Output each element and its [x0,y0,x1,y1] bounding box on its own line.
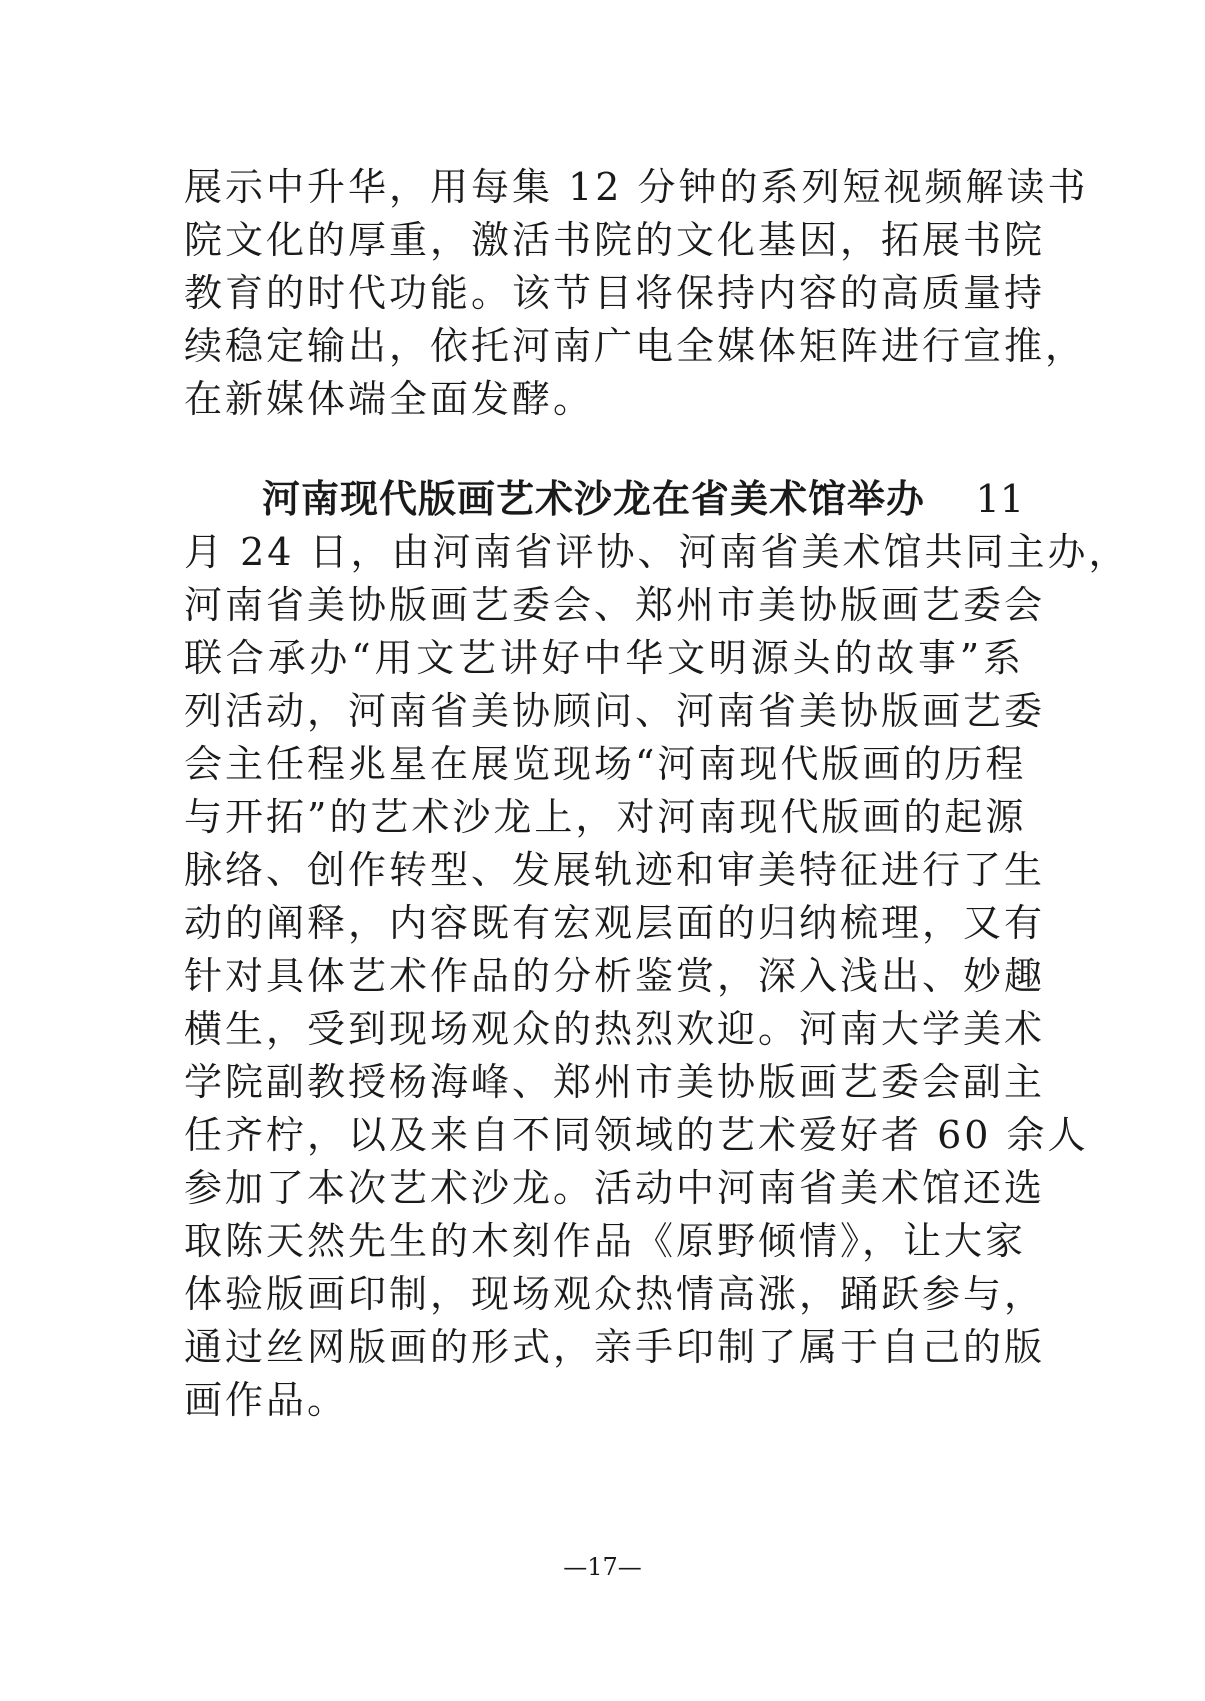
text-line: 联合承办“用文艺讲好中华文明源头的故事”系 [184,636,1024,680]
text-line: 画作品。 [184,1378,349,1422]
text-line: 与开拓”的艺术沙龙上，对河南现代版画的起源 [184,795,1027,839]
text-line: 学院副教授杨海峰、郑州市美协版画艺委会副主 [184,1060,1046,1104]
text-line: 教育的时代功能。该节目将保持内容的高质量持 [184,271,1046,315]
page-number: —17— [563,1553,642,1581]
text-line: 院文化的厚重，激活书院的文化基因，拓展书院 [184,218,1046,262]
text-line: 脉络、创作转型、发展轨迹和审美特征进行了生 [184,848,1046,892]
text-line: 续稳定输出，依托河南广电全媒体矩阵进行宣推， [184,324,1087,368]
text-line: 展示中升华，用每集 12 分钟的系列短视频解读书 [184,165,1089,209]
text-line: 列活动，河南省美协顾问、河南省美协版画艺委 [184,689,1046,733]
text-line: 体验版画印制，现场观众热情高涨，踊跃参与， [184,1272,1046,1316]
text-line: 动的阐释，内容既有宏观层面的归纳梳理，又有 [184,901,1046,945]
text-line: 针对具体艺术作品的分析鉴赏，深入浅出、妙趣 [184,954,1046,998]
text-line: 会主任程兆星在展览现场“河南现代版画的历程 [184,742,1027,786]
text-line: 横生，受到现场观众的热烈欢迎。河南大学美术 [184,1007,1046,1051]
text-line: 在新媒体端全面发酵。 [184,377,595,421]
article-title: 河南现代版画艺术沙龙在省美术馆举办 [262,477,926,521]
text-line: 河南省美协版画艺委会、郑州市美协版画艺委会 [184,583,1046,627]
article-heading-line [262,472,1024,526]
text-line: 取陈天然先生的木刻作品《原野倾情》，让大家 [184,1219,1027,1263]
text-line: 任齐柠，以及来自不同领域的艺术爱好者 60 余人 [184,1113,1089,1157]
article-lead-text: 11 [975,477,1024,521]
text-line: 月 24 日，由河南省评协、河南省美术馆共同主办， [184,530,1130,574]
text-line: 通过丝网版画的形式，亲手印制了属于自己的版 [184,1325,1046,1369]
text-line: 参加了本次艺术沙龙。活动中河南省美术馆还选 [184,1166,1046,1210]
